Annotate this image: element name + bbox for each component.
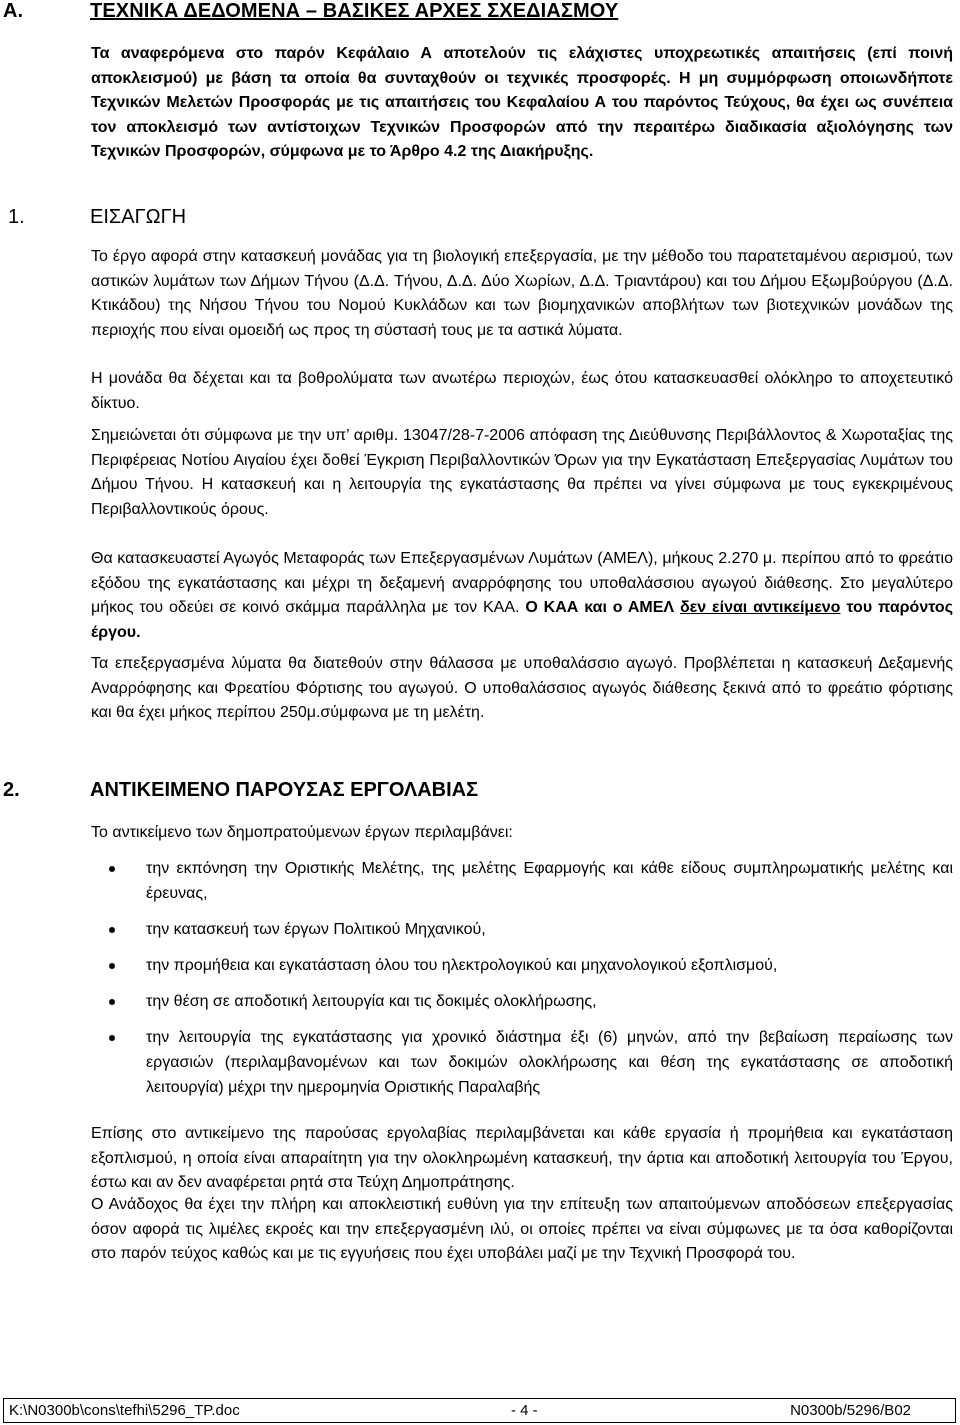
- section-1-paragraph-2: Η μονάδα θα δέχεται και τα βοθρολύματα των ανωτέρω περιοχών, έως ότου κατασκευασθεί ολόκληρο το αποχετευτικό δίκτυο.: [91, 370, 953, 412]
- intro-paragraph: Τα αναφερόμενα στο παρόν Κεφάλαιο Α αποτελούν τις ελάχιστες υποχρεωτικές απαιτήσεις (επί ποινή αποκλεισμού) με βάση τα οποία θα συνταχθούν οι τεχνικές προσφορές. Η μη συμμόρφωση οποιωνδήποτε Τεχνικών Μελετών Προσφοράς με τις απαιτήσεις του Κεφαλαίου Α του παρόντος Τεύχους, θα έχει ως συνέπεια τον αποκλεισμό των αντίστοιχων Τεχνικών Προσφορών από την περαιτέρω διαδικασία αξιολόγησης των Τεχνικών Προσφορών, σύμφωνα με το Άρθρο 4.2 της Διακήρυξης.: [91, 45, 953, 161]
- section-1-paragraph-4: [91, 547, 953, 645]
- bullet-icon: [109, 999, 115, 1005]
- paragraph-4-bold-underlined: δεν είναι αντικείμενο: [679, 599, 841, 617]
- page-footer: [3, 1398, 956, 1423]
- list-item: [91, 954, 953, 979]
- chapter-heading: [0, 0, 960, 30]
- section-2-number: 2.: [3, 779, 20, 801]
- footer-file-path: K:\N0300b\cons\tefhi\5296_TP.doc: [9, 1402, 240, 1419]
- section-1-paragraph-5: Τα επεξεργασμένα λύματα θα διατεθούν στην θάλασσα με υποθαλάσσιο αγωγό. Προβλέπεται η κατασκευή Δεξαμενής Αναρρόφησης και Φρεατίου Φόρτισης του αγωγού. Ο υποθαλάσσιος αγωγός διάθεσης ξεκινά από το φρεάτιο φόρτισης και θα έχει μήκος περίπου 250μ.σύμφωνα με τη μελέτη.: [91, 655, 953, 722]
- paragraph-4-text: Θα κατασκευαστεί Αγωγός Μεταφοράς των Επεξεργασμένων Λυμάτων (ΑΜΕΛ), μήκους 2.270 μ. περίπου από το φρεάτιο εξόδου της εγκατάστασης και μέχρι τη δεξαμενή αναρρόφησης του υποθαλάσσιου αγωγού διάθεσης. Στο μεγαλύτερο μήκος του οδεύει σε κοινό σκάμμα παράλληλα με τον ΚΑΑ.: [91, 550, 953, 617]
- list-item: [91, 990, 953, 1015]
- section-1-number: 1.: [8, 206, 25, 228]
- section-1-heading: [8, 206, 948, 234]
- chapter-number: A.: [3, 0, 24, 22]
- section-2-paragraph-2: Ο Ανάδοχος θα έχει την πλήρη και αποκλειστική ευθύνη για την επίτευξη των απαιτούμενων αποδόσεων επεξεργασίας όσον αφορά τις λιμέλες εκροές και την επεξεργασμένη ιλύ, οι οποίες πρέπει να είναι σύμφωνες με τα όσα καθορίζονται στο παρόν τεύχος καθώς και με τις εγγυήσεις που έχει υποβάλει μαζί με την Τεχνική Προσφορά του.: [91, 1196, 953, 1263]
- section-2-title: ΑΝΤΙΚΕΙΜΕΝΟ ΠΑΡΟΥΣΑΣ ΕΡΓΟΛΑΒΙΑΣ: [90, 779, 479, 801]
- paragraph-4-bold-b: του παρόντος έργου.: [91, 599, 954, 641]
- bullet-icon: [109, 866, 115, 872]
- paragraph-4-bold-a: Ο ΚΑΑ και ο ΑΜΕΛ: [525, 599, 675, 617]
- bullet-icon: [109, 1035, 115, 1041]
- list-item-text: την θέση σε αποδοτική λειτουργία και τις δοκιμές ολοκλήρωσης,: [146, 993, 597, 1011]
- list-item-text: την προμήθεια και εγκατάσταση όλου του ηλεκτρολογικού και μηχανολογικού εξοπλισμού,: [146, 956, 778, 974]
- chapter-title: ΤΕΧΝΙΚΑ ΔΕΔΟΜΕΝΑ – ΒΑΣΙΚΕΣ ΑΡΧΕΣ ΣΧΕΔΙΑΣΜΟΥ: [90, 0, 619, 22]
- list-item: [91, 1026, 953, 1100]
- section-1-title: ΕΙΣΑΓΩΓΗ: [90, 206, 187, 228]
- section-2-paragraph-1: Επίσης στο αντικείμενο της παρούσας εργολαβίας περιλαμβάνεται και κάθε εργασία ή προμήθεια και εγκατάσταση εξοπλισμού, η οποία είναι απαραίτητη για την ολοκληρωμένη κατασκευή, την άρτια και αποδοτική λειτουργία του Έργου, έστω και αν δεν αναφέρεται ρητά στα Τεύχη Δημοπράτησης.: [91, 1125, 953, 1192]
- list-item: [91, 918, 953, 943]
- section-2-lead: Το αντικείμενο των δημοπρατούμενων έργων περιλαμβάνει:: [91, 824, 513, 841]
- list-item: [91, 857, 953, 906]
- footer-page-number: - 4 -: [511, 1402, 538, 1419]
- section-2-heading: [3, 779, 943, 807]
- list-item-text: την κατασκευή των έργων Πολιτικού Μηχανικού,: [146, 920, 486, 938]
- footer-document-code: N0300b/5296/B02: [790, 1402, 911, 1419]
- scope-list: [91, 857, 953, 1112]
- section-1-paragraph-1: Το έργο αφορά στην κατασκευή μονάδας για τη βιολογική επεξεργασία, με την μέθοδο του παρατεταμένου αερισμού, των αστικών λυμάτων των Δήμων Τήνου (Δ.Δ. Τήνου, Δ.Δ. Δύο Χωρίων, Δ.Δ. Τριαντάρου) και του Δήμου Εξωμβούργου (Δ.Δ. Κτικάδου) της Νήσου Τήνου του Νομού Κυκλάδων και των βιομηχανικών αποβλήτων των βιοτεχνικών μονάδων της περιοχής που είναι ομοειδή ως προς τη σύστασή τους με τα αστικά λύματα.: [91, 248, 953, 339]
- bullet-icon: [109, 963, 115, 969]
- bullet-icon: [109, 927, 115, 933]
- list-item-text: την εκπόνηση την Οριστικής Μελέτης, της μελέτης Εφαρμογής και κάθε είδους συμπληρωματικής μελέτης και έρευνας,: [146, 860, 953, 902]
- section-1-paragraph-3: Σημειώνεται ότι σύμφωνα με την υπ’ αριθμ. 13047/28-7-2006 απόφαση της Διεύθυνσης Περιβάλλοντος & Χωροταξίας της Περιφέρειας Νοτίου Αιγαίου έχει δοθεί Έγκριση Περιβαλλοντικών Όρων για την Εγκατάσταση Επεξεργασίας Λυμάτων του Δήμου Τήνου. Η κατασκευή και η λειτουργία της εγκατάστασης θα πρέπει να γίνει σύμφωνα με τους εγκεκριμένους Περιβαλλοντικούς όρους.: [91, 427, 953, 518]
- list-item-text: την λειτουργία της εγκατάστασης για χρονικό διάστημα έξι (6) μηνών, από την βεβαίωση περαίωσης των εργασιών (περιλαμβανομένων και των δοκιμών ολοκλήρωσης και θέση της εγκατάστασης σε αποδοτική λειτουργία) μέχρι την ημερομηνία Οριστικής Παραλαβής: [146, 1029, 953, 1096]
